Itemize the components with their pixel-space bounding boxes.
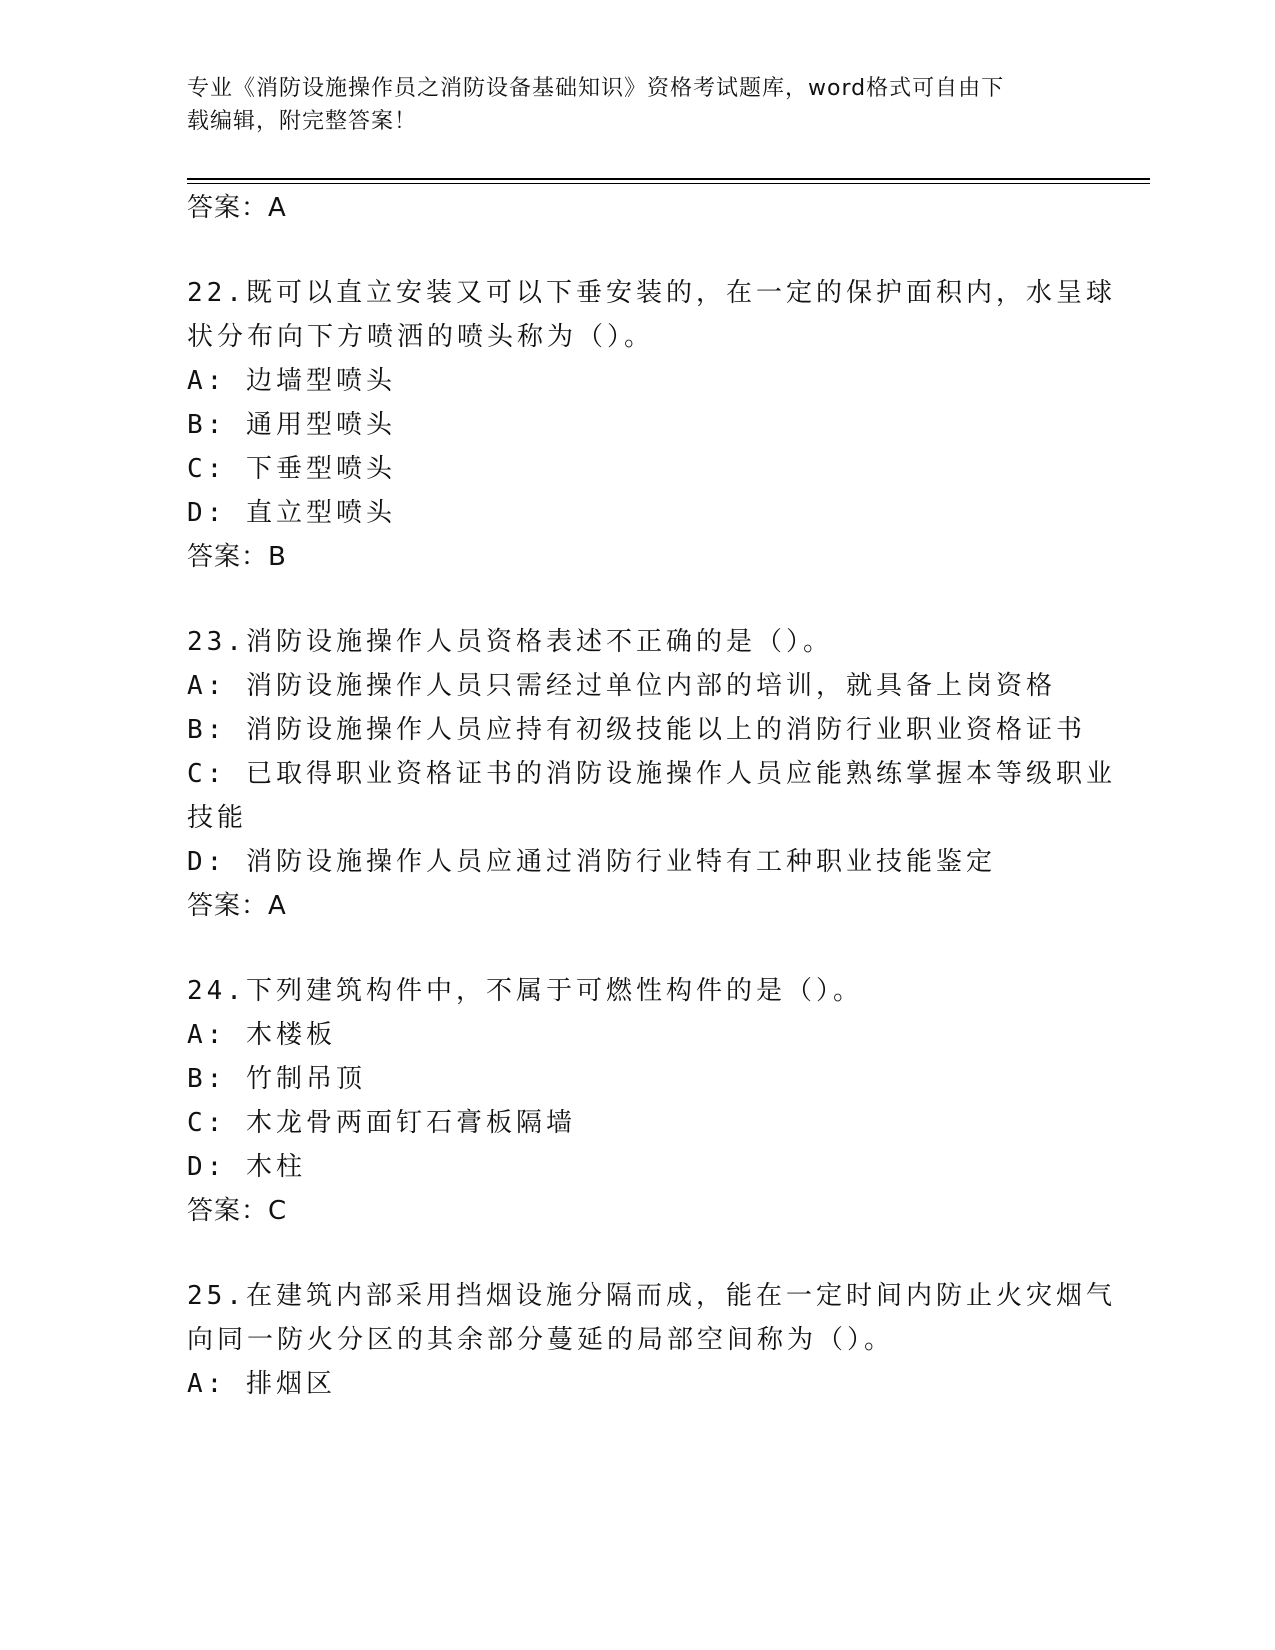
question-22-stem-line-2: 状分布向下方喷洒的喷头称为（）。 (187, 322, 655, 352)
question-22-option-b: B: 通用型喷头 (187, 410, 396, 440)
document-header (187, 72, 1067, 138)
question-22-stem-line-1: 22.既可以直立安装又可以下垂安装的，在一定的保护面积内，水呈球 (187, 278, 1116, 308)
question-22-option-c: C: 下垂型喷头 (187, 454, 396, 484)
question-23-option-c: C: 已取得职业资格证书的消防设施操作人员应能熟练掌握本等级职业 (187, 759, 1116, 789)
question-24-stem-line-1: 24.下列建筑构件中，不属于可燃性构件的是（）。 (187, 976, 863, 1006)
question-22-answer: 答案：B (187, 542, 287, 572)
header-line-2: 载编辑，附完整答案！ (187, 109, 418, 134)
question-22-option-d: D: 直立型喷头 (187, 498, 396, 528)
question-24-option-c: C: 木龙骨两面钉石膏板隔墙 (187, 1108, 576, 1138)
header-line-1: 专业《消防设施操作员之消防设备基础知识》资格考试题库，word格式可自由下 (187, 76, 1005, 101)
question-23-stem-line-1: 23.消防设施操作人员资格表述不正确的是（）。 (187, 627, 833, 657)
question-23-option-a: A: 消防设施操作人员只需经过单位内部的培训，就具备上岗资格 (187, 671, 1056, 701)
question-24-option-b: B: 竹制吊顶 (187, 1064, 366, 1094)
question-25-stem-line-2: 向同一防火分区的其余部分蔓延的局部空间称为（）。 (187, 1325, 895, 1355)
question-23-answer: 答案：A (187, 891, 287, 921)
question-24-answer: 答案：C (187, 1196, 288, 1226)
answer-line: 答案：A (187, 193, 287, 223)
question-25-stem-line-1: 25.在建筑内部采用挡烟设施分隔而成，能在一定时间内防止火灾烟气 (187, 1281, 1116, 1311)
question-22-option-a: A: 边墙型喷头 (187, 366, 396, 396)
question-23-option-d: D: 消防设施操作人员应通过消防行业特有工种职业技能鉴定 (187, 847, 996, 877)
header-divider (187, 178, 1150, 184)
question-25-option-a: A: 排烟区 (187, 1369, 336, 1399)
question-24-option-a: A: 木楼板 (187, 1020, 336, 1050)
question-24-option-d: D: 木柱 (187, 1152, 306, 1182)
question-23-option-b: B: 消防设施操作人员应持有初级技能以上的消防行业职业资格证书 (187, 715, 1086, 745)
question-23-option-c-continued: 技能 (187, 803, 248, 833)
